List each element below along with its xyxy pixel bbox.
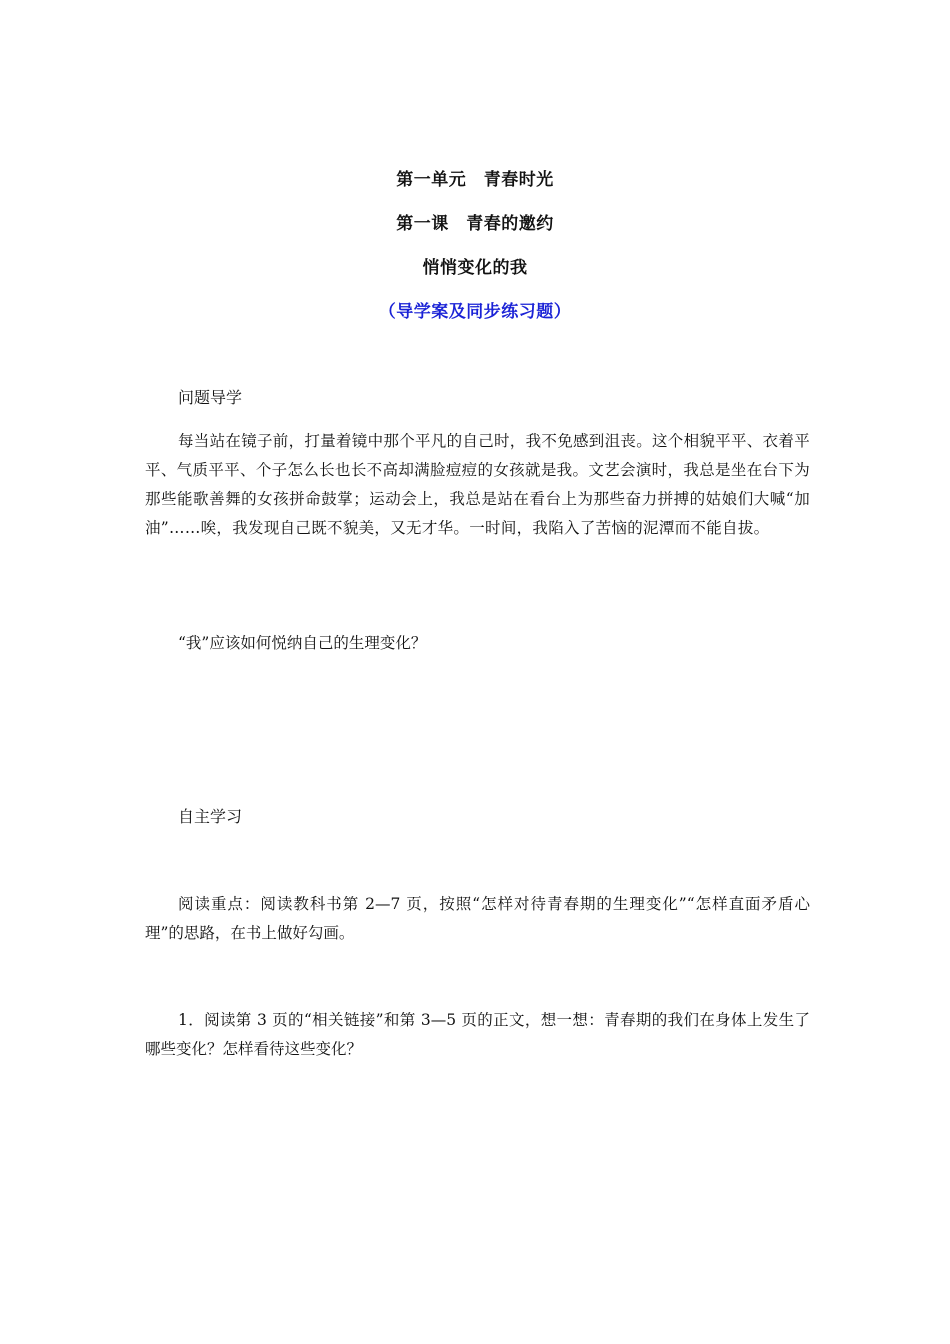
lesson-title: 第一课 青春的邀约 (396, 214, 554, 234)
subtitle: （导学案及同步练习题） (378, 302, 572, 322)
section-title: 悄悄变化的我 (422, 258, 528, 278)
problem-guide-question: “我”应该如何悦纳自己的生理变化？ (178, 634, 427, 652)
problem-guide-passage: 每当站在镜子前，打量着镜中那个平凡的自己时，我不免感到沮丧。这个相貌平平、衣着平平、气质平平、个子怎么长也长不高却满脸痘痘的女孩就是我。文艺会演时，我总是坐在台下为那些能歌善舞的女孩拼命鼓掌；运动会上，我总是站在看台上为那些奋力拼搏的姑娘们大喊“加油”……唉，我发现自己既不貌美，又无才华。一时间，我陷入了苦恼的泥潭而不能自拔。 (145, 432, 811, 537)
question-item-1: 1．阅读第 3 页的“相关链接”和第 3—5 页的正文，想一想：青春期的我们在身体上发生了哪些变化？怎样看待这些变化？ (145, 1011, 810, 1058)
self-study-heading: 自主学习 (178, 807, 243, 826)
problem-guide-heading: 问题导学 (178, 388, 243, 407)
unit-title: 第一单元 青春时光 (396, 170, 554, 190)
reading-focus: 阅读重点：阅读教科书第 2—7 页，按照“怎样对待青春期的生理变化”“怎样直面矛盾心理”的思路，在书上做好勾画。 (145, 895, 810, 942)
